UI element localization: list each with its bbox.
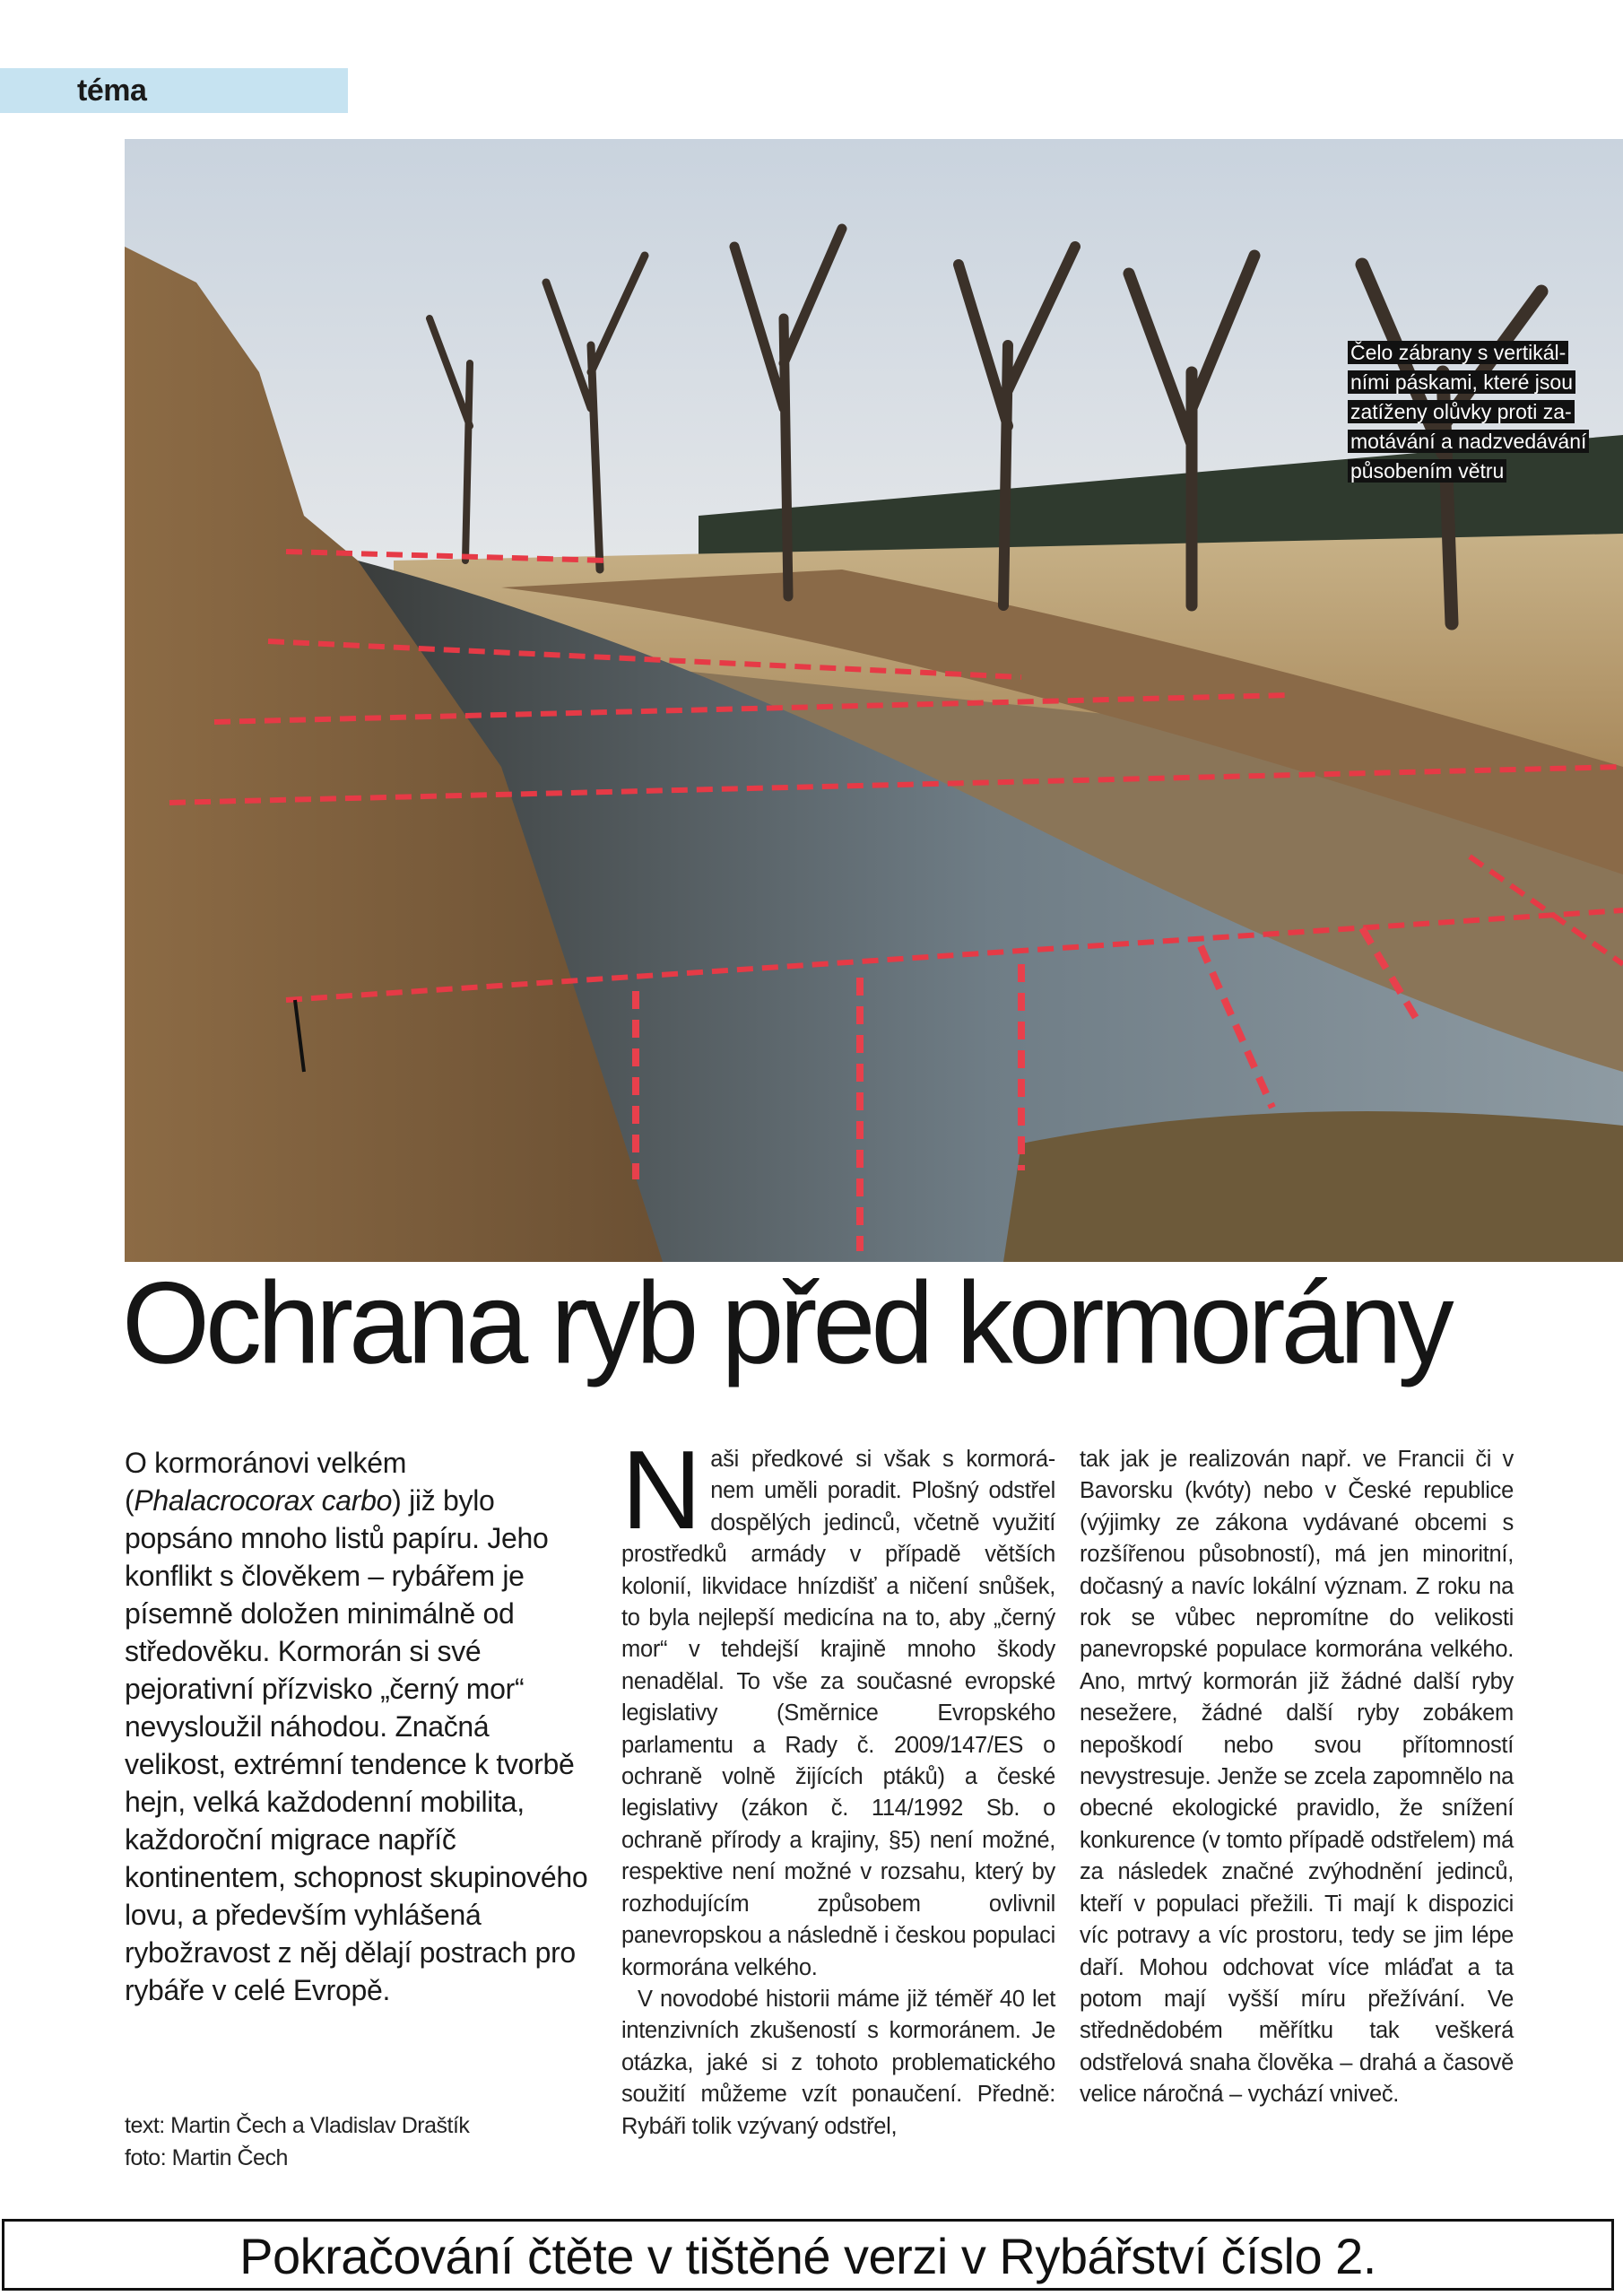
credits xyxy=(125,2109,591,2174)
article-paragraph: V novodobé historii máme již téměř 40 let intenzivních zkušeností s kormoránem. Je otázka, jaké si z tohoto problematického soužití můžeme vzít ponaučení. Předně: Rybáři tolik vzývaný odstřel, xyxy=(621,1986,1055,2139)
caption-line: ními páskami, které jsou xyxy=(1348,370,1575,394)
latin-name: Phalacrocorax carbo xyxy=(134,1484,393,1517)
drop-cap: N xyxy=(621,1429,702,1552)
intro-text-end: ) již bylo popsáno mnoho listů papíru. Jeho konflikt s člověkem – rybářem je písemně doložen minimálně od středověku. Kormorán si své pejorativní přízvisko „černý mor“ nevysloužil náhodou. Značná velikost, extrémní tendence k tvorbě hejn, velká každodenní mobilita, každoroční migrace napříč kontinentem, schopnost skupinového lovu, a především vyhlášená rybožravost z něj dělají postrach pro rybáře v celé Evropě. xyxy=(125,1484,588,2006)
caption-line: Čelo zábrany s vertikál- xyxy=(1348,341,1568,364)
photo-illustration xyxy=(125,139,1623,1262)
section-tag xyxy=(0,68,348,113)
text-credit: text: Martin Čech a Vladislav Draštík xyxy=(125,2113,470,2138)
article-headline: Ochrana ryb před kormorány xyxy=(122,1257,1450,1388)
photo-caption xyxy=(1348,338,1617,486)
continuation-notice xyxy=(2,2219,1614,2291)
intro-paragraph xyxy=(125,1444,591,2009)
caption-line: motávání a nadzvedávání xyxy=(1348,430,1589,453)
article-paragraph: tak jak je realizován např. ve Francii či v Bavorsku (kvóty) nebo v České republice (výjimky ze zákona vydávané obcemi s rozšířenou působností), má jen minoritní, dočasný a navíc lokální význam. Z roku na rok se vůbec nepromítne do velikosti panevropské populace kormorána velkého. Ano, mrtvý kormorán již žádné další ryby nesežere, žádné další ryby zobákem nepoškodí nebo svou přítomností nevystresuje. Jenže se zcela zapomnělo na obecné ekologické pravidlo, že snížení konkurence (v tomto případě odstřelem) má za následek značné zvýhodnění jedinců, kteří v populaci přežili. Ti mají k dispozici víc potravy a víc prostoru, tedy se jim lépe daří. Mohou odchovat více mláďat a ta potom mají vyšší míru přežívání. Ve střednědobém měřítku tak veškerá odstřelová snaha člověka – drahá a časově velice náročná – vychází vniveč. xyxy=(1080,1447,1514,2108)
intro-text-start: O kormoránovi velkém ( xyxy=(125,1447,407,1517)
article-photo xyxy=(125,139,1623,1262)
continuation-text: Pokračování čtěte v tištěné verzi v Rybářství číslo 2. xyxy=(239,2228,1376,2284)
caption-line: zatíženy olůvky proti za- xyxy=(1348,400,1575,423)
article-column-middle xyxy=(621,1429,1055,2143)
photo-credit: foto: Martin Čech xyxy=(125,2145,288,2170)
article-paragraph: aši předkové si však s kormorá-nem uměli poradit. Plošný odstřel dospělých jedinců, včetně využití prostředků armády v případě větších kolonií, likvidace hnízdišť a ničení snůšek, to byla nejlepší medicína na to, aby „černý mor“ v tehdejší krajině mnoho škody nenadělal. To vše za současné evropské legislativy (Směrnice Evropského parlamentu a Rady č. 2009/147/ES o ochraně volně žijících ptáků) a české legislativy (zákon č. 114/1992 Sb. o ochraně přírody a krajiny, §5) není možné, respektive není možné v rozsahu, který by rozhodujícím způsobem ovlivnil panevropskou a následně i českou populaci kormorána velkého. xyxy=(621,1447,1055,1980)
caption-line: působením větru xyxy=(1348,459,1506,483)
article-column-right xyxy=(1080,1444,1514,2111)
section-label: téma xyxy=(77,74,147,108)
